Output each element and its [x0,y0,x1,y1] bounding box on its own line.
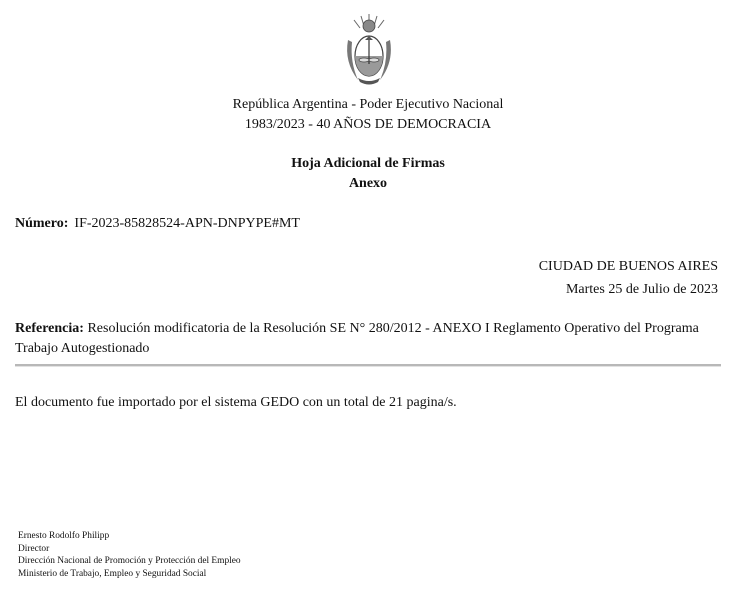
place: CIUDAD DE BUENOS AIRES [538,259,718,274]
signer-office: Dirección Nacional de Promoción y Protección del Empleo [18,556,241,566]
reference-label: Referencia: [15,321,84,336]
document-number-value: IF-2023-85828524-APN-DNPYPE#MT [74,216,300,231]
document-number [15,216,300,232]
signer-ministry: Ministerio de Trabajo, Empleo y Seguridad Social [18,568,207,579]
document-title: Hoja Adicional de Firmas [291,156,445,171]
signature-block [18,530,241,580]
signer-role: Director [18,543,50,554]
coat-of-arms-seal [340,12,398,92]
header-republic-line: República Argentina - Poder Ejecutivo Nacional [232,97,504,112]
reference-text: Resolución modificatoria de la Resolución SE N° 280/2012 - ANEXO I Reglamento Operativo del Programa Trabajo Autogestionado [15,321,699,356]
divider [15,364,721,367]
reference [15,319,720,359]
signer-name: Ernesto Rodolfo Philipp [18,531,110,541]
header-democracy-line: 1983/2023 - 40 AÑOS DE DEMOCRACIA [244,117,492,132]
document-subtitle: Anexo [348,176,388,191]
document-number-label: Número: [15,216,69,231]
body-text: El documento fue importado por el sistema GEDO con un total de 21 pagina/s. [15,395,457,410]
date: Martes 25 de Julio de 2023 [565,282,718,297]
